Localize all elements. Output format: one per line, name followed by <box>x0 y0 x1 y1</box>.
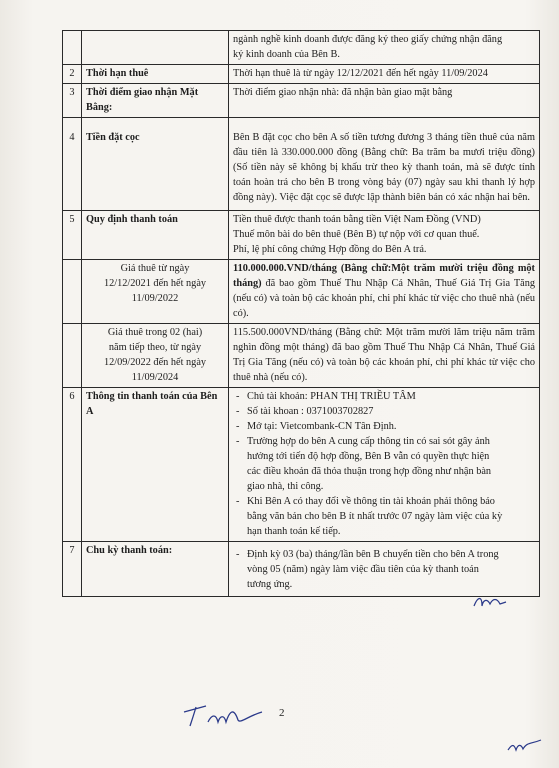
table-row <box>63 388 540 542</box>
signature-left-icon <box>178 698 268 732</box>
list-item: - Định kỳ 03 (ba) tháng/lần bên B chuyển tiền cho bên A trong vòng 05 (năm) ngày làm việc đầu tiên của kỳ thanh toán tương ứng. <box>233 547 535 592</box>
term-label: Thời hạn thuê <box>82 65 229 84</box>
rent-period-1-text: 110.000.000.VND/tháng (Bằng chữ:Một trăm mười triệu đồng một tháng) đã bao gồm Thuế Thu Nhập Cá Nhân, Thuế Giá Trị Gia Tăng (nếu có) và toàn bộ các khoản phí, chi phí khác từ việc cho thuê nhà (nếu có). <box>229 260 540 324</box>
table-row <box>63 260 540 324</box>
term-label: Chu kỳ thanh toán: <box>82 542 229 597</box>
term-label: Thông tin thanh toán của Bên A <box>82 388 229 542</box>
deposit-text: Bên B đặt cọc cho bên A số tiền tương đương 3 tháng tiền thuê của năm đầu tiên là 330.000.000 đồng (Bằng chữ: Ba trăm ba mươi triệu đồng) (Số tiền này sẽ không bị khấu trừ theo kỳ thanh toán, mà sẽ được tính toán hoàn trả cho bên B trong vòng bảy (07) ngày sau khi thanh lý hợp đồng này). Việc đặt cọc sẽ được lập thành biên bản có xác nhận hai bên. <box>229 118 540 211</box>
term-label: Thời điểm giao nhận Mặt Bằng: <box>82 84 229 118</box>
table-row <box>63 542 540 597</box>
row-number: 6 <box>63 388 82 542</box>
handover-text: Thời điểm giao nhận nhà: đã nhận bàn giao mặt bằng <box>229 84 540 118</box>
table-row <box>63 211 540 260</box>
list-item: - Số tài khoan : 0371003702827 <box>233 404 535 419</box>
row-number: 5 <box>63 211 82 260</box>
list-item: - Chủ tài khoản: PHAN THỊ TRIỀU TÂM <box>233 389 535 404</box>
row-number: 7 <box>63 542 82 597</box>
signature-right-icon <box>505 736 545 756</box>
payment-rules-text: Tiền thuê được thanh toán bằng tiền Việt Nam Đồng (VND) Thuế môn bài do bên thuê (Bên B) tự nộp với cơ quan thuế. Phí, lệ phí công chứng Hợp đồng do Bên A trả. <box>229 211 540 260</box>
list-item: - Trường hợp do bên A cung cấp thông tin có sai sót gây ảnh hưởng tới tiến độ hợp đồng, Bên B vẫn có quyền thực hiện các điều khoản đã thỏa thuận trong hợp đồng như nhận bàn giao nhà, thi công. <box>233 434 535 494</box>
table-row <box>63 324 540 388</box>
table-row <box>63 84 540 118</box>
contract-terms-table <box>62 30 540 597</box>
table-row <box>63 31 540 65</box>
payment-cycle-list <box>229 542 540 597</box>
row-number: 4 <box>63 118 82 211</box>
page-number: 2 <box>279 707 285 719</box>
list-item: - Khi Bên A có thay đổi về thông tin tài khoản phải thông báo bằng văn bản cho bên B ít nhất trước 07 ngày làm việc của kỳ hạn thanh toán kế tiếp. <box>233 494 535 539</box>
rent-period-1-label: Giá thuê từ ngày 12/12/2021 đến hết ngày 11/09/2022 <box>82 260 229 324</box>
table-row <box>63 65 540 84</box>
row-number: 2 <box>63 65 82 84</box>
initial-signature-icon <box>470 592 510 614</box>
lease-term-text: Thời hạn thuê là từ ngày 12/12/2021 đến hết ngày 11/09/2024 <box>229 65 540 84</box>
rent-period-2-text: 115.500.000VND/tháng (Bằng chữ: Một trăm mười lăm triệu năm trăm nghìn đồng một tháng) đã bao gồm Thuế Thu Nhập Cá Nhân, Thuế Giá Trị Gia Tăng (nếu có) và toàn bộ các khoản phí, chi phí khác từ việc cho thuê nhà (nếu có). <box>229 324 540 388</box>
business-scope-continuation: ngành nghề kinh doanh được đăng ký theo giấy chứng nhận đăng ký kinh doanh của Bên B. <box>229 31 540 65</box>
list-item: - Mở tại: Vietcombank-CN Tân Định. <box>233 419 535 434</box>
payment-info-list <box>229 388 540 542</box>
row-number: 3 <box>63 84 82 118</box>
term-label: Quy định thanh toán <box>82 211 229 260</box>
table-row <box>63 118 540 211</box>
rent-period-2-label: Giá thuê trong 02 (hai) năm tiếp theo, từ ngày 12/09/2022 đến hết ngày 11/09/2024 <box>82 324 229 388</box>
term-label: Tiền đặt cọc <box>82 118 229 211</box>
